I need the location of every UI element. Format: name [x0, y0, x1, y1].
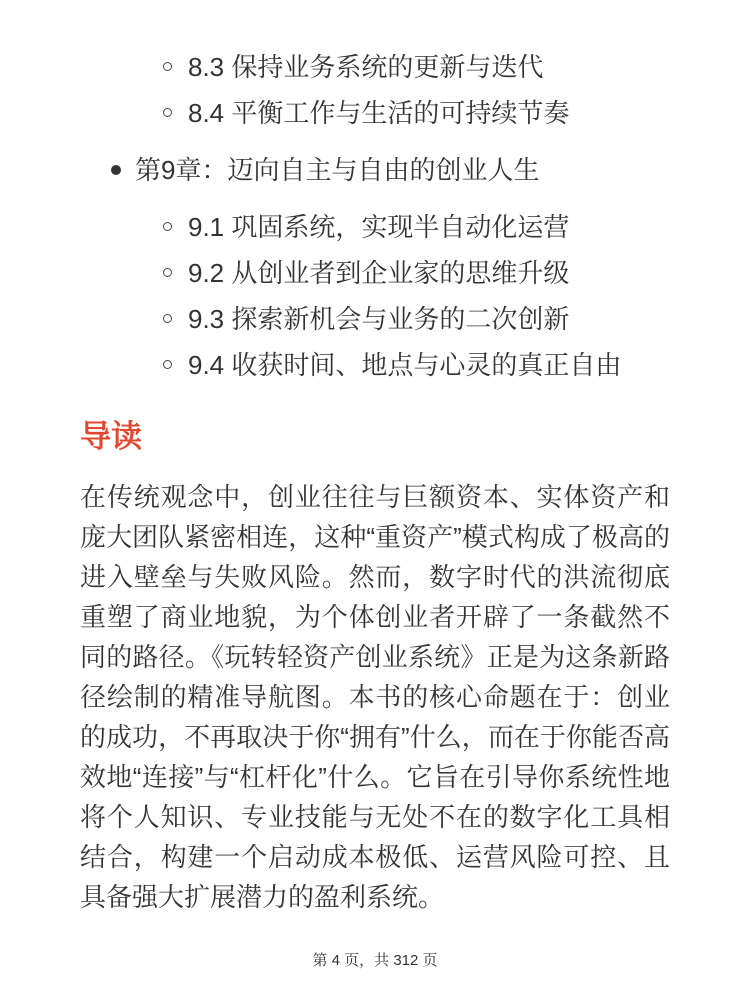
toc-chapter-list [80, 157, 690, 183]
toc-item-label: 9.3 探索新机会与业务的二次创新 [188, 304, 570, 334]
toc-item-label: 9.2 从创业者到企业家的思维升级 [188, 258, 570, 288]
section-heading-daodu: 导读 [80, 419, 142, 454]
toc-item-8-3 [80, 54, 690, 80]
toc-sublist-chapter9 [80, 214, 690, 378]
page-footer [0, 952, 750, 970]
circle-bullet-icon [163, 314, 172, 323]
toc-item-9-4 [80, 352, 690, 378]
toc-item-label: 8.3 保持业务系统的更新与迭代 [188, 52, 544, 82]
toc-item-9-2 [80, 260, 690, 286]
toc-item-label: 9.1 巩固系统，实现半自动化运营 [188, 212, 570, 242]
toc-item-9-3 [80, 306, 690, 332]
toc-item-label: 9.4 收获时间、地点与心灵的真正自由 [188, 350, 622, 380]
circle-bullet-icon [163, 62, 172, 71]
toc-item-chapter9 [80, 157, 690, 183]
circle-bullet-icon [163, 222, 172, 231]
toc-chapter-label: 第9章：迈向自主与自由的创业人生 [135, 155, 540, 185]
intro-paragraph: 在传统观念中，创业往往与巨额资本、实体资产和庞大团队紧密相连，这种“重资产”模式构成了极高的进入壁垒与失败风险。然而，数字时代的洪流彻底重塑了商业地貌，为个体创业者开辟了一条截然不同的路径。《玩转轻资产创业系统》正是为这条新路径绘制的精准导航图。本书的核心命题在于：创业的成功，不再取决于你“拥有”什么，而在于你能否高效地“连接”与“杠杆化”什么。它旨在引导你系统性地将个人知识、专业技能与无处不在的数字化工具相结合，构建一个启动成本极低、运营风险可控、且具备强大扩展潜力的盈利系统。 [80, 482, 670, 912]
circle-bullet-icon [163, 360, 172, 369]
circle-bullet-icon [163, 108, 172, 117]
circle-bullet-icon [163, 268, 172, 277]
toc-item-8-4 [80, 100, 690, 126]
toc-item-9-1 [80, 214, 690, 240]
toc-item-label: 8.4 平衡工作与生活的可持续节奏 [188, 98, 570, 128]
toc-sublist-chapter8 [80, 0, 690, 126]
disc-bullet-icon [111, 165, 121, 175]
page-number-info: 第 4 页，共 312 页 [312, 952, 438, 969]
